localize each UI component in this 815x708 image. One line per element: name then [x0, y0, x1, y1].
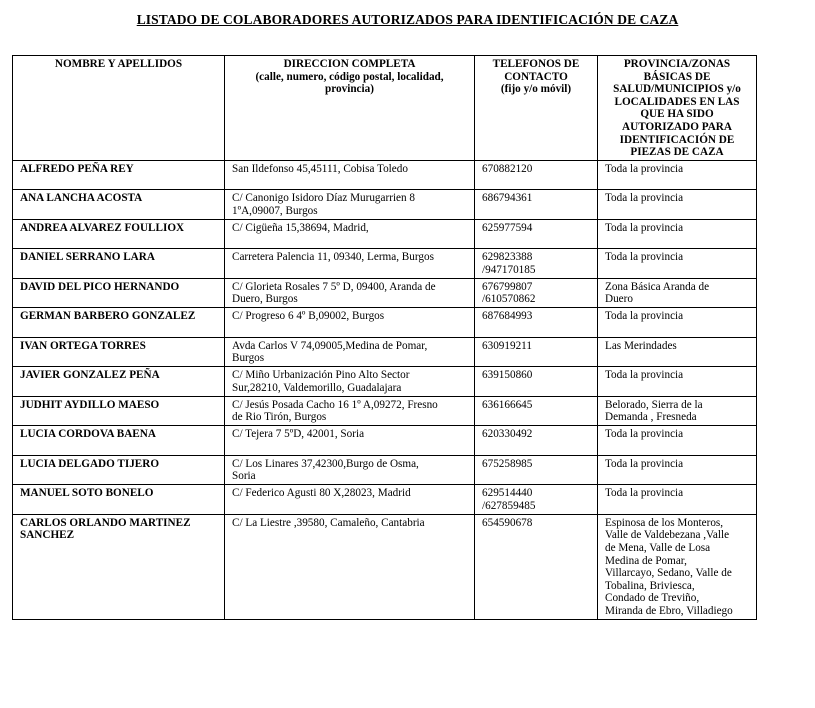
cell-line: 687684993 — [482, 310, 533, 323]
cell-address — [225, 337, 475, 367]
cell-line: TELEFONOS DE — [492, 58, 580, 70]
cell-line: C/ Miño Urbanización Pino Alto Sector — [232, 369, 410, 382]
cell-line: ANDREA ALVAREZ FOULLIOX — [20, 221, 185, 234]
cell-line: C/ La Liestre ,39580, Camaleño, Cantabria — [232, 516, 425, 529]
cell-line: Carretera Palencia 11, 09340, Lerma, Burgos — [232, 251, 434, 264]
cell-line: Espinosa de los Monteros, — [605, 516, 724, 529]
cell-phone — [475, 367, 598, 397]
cell-address — [225, 190, 475, 220]
cell-line: 620330492 — [482, 428, 533, 441]
cell-line: NOMBRE Y APELLIDOS — [54, 58, 183, 70]
cell-name — [13, 337, 225, 367]
cell-line: GERMAN BARBERO GONZALEZ — [20, 310, 196, 323]
cell-line: 654590678 — [482, 516, 533, 529]
cell-phone — [475, 308, 598, 338]
cell-line: de Rio Tirón, Burgos — [232, 411, 327, 424]
cell-address — [225, 219, 475, 249]
table-header-row — [13, 56, 757, 161]
cell-line: Toda la provincia — [605, 428, 684, 441]
cell-line: Toda la provincia — [605, 192, 684, 205]
cell-zone — [598, 160, 757, 190]
cell-zone — [598, 249, 757, 279]
header-address — [225, 56, 475, 161]
cell-line: BÁSICAS DE — [643, 70, 711, 83]
cell-address — [225, 278, 475, 308]
cell-line: SANCHEZ — [20, 529, 75, 542]
cell-line: 636166645 — [482, 398, 533, 411]
cell-line: PROVINCIA/ZONAS — [623, 58, 731, 70]
cell-address — [225, 396, 475, 426]
cell-line: Villarcayo, Sedano, Valle de — [605, 567, 732, 580]
cell-line: Medina de Pomar, — [605, 554, 687, 567]
cell-line: /627859485 — [482, 499, 536, 512]
cell-zone — [598, 485, 757, 515]
cell-line: Demanda , Fresneda — [605, 411, 697, 424]
cell-line: Valle de Valdebezana ,Valle — [605, 529, 730, 542]
cell-line: Belorado, Sierra de la — [605, 398, 703, 411]
cell-line: Toda la provincia — [605, 369, 684, 382]
cell-line: AUTORIZADO PARA — [622, 120, 732, 133]
cell-address — [225, 308, 475, 338]
table-row — [13, 455, 757, 485]
cell-line: Toda la provincia — [605, 457, 684, 470]
cell-name — [13, 514, 225, 619]
table-row — [13, 278, 757, 308]
cell-zone — [598, 190, 757, 220]
cell-address — [225, 485, 475, 515]
cell-line: 629823388 — [482, 251, 533, 264]
cell-address — [225, 160, 475, 190]
table-row — [13, 426, 757, 456]
cell-line: Miranda de Ebro, Villadiego — [605, 604, 733, 617]
cell-line: provincia) — [325, 83, 374, 96]
cell-line: PIEZAS DE CAZA — [630, 146, 724, 159]
cell-name — [13, 278, 225, 308]
header-zone — [598, 56, 757, 161]
table-row — [13, 396, 757, 426]
cell-line: Duero — [605, 293, 633, 306]
cell-address — [225, 367, 475, 397]
cell-phone — [475, 249, 598, 279]
cell-line: 625977594 — [482, 221, 533, 234]
cell-line: QUE HA SIDO — [640, 108, 714, 121]
table-row — [13, 249, 757, 279]
cell-address — [225, 455, 475, 485]
cell-line: ALFREDO PEÑA REY — [20, 162, 134, 175]
cell-name — [13, 308, 225, 338]
cell-name — [13, 219, 225, 249]
cell-phone — [475, 160, 598, 190]
cell-line: Duero, Burgos — [232, 293, 298, 306]
cell-name — [13, 160, 225, 190]
table-row — [13, 160, 757, 190]
cell-name — [13, 396, 225, 426]
cell-line: C/ Progreso 6 4º B,09002, Burgos — [232, 310, 385, 323]
cell-line: Zona Básica Aranda de — [605, 280, 710, 293]
cell-line: LUCIA CORDOVA BAENA — [20, 428, 156, 441]
cell-line: 629514440 — [482, 487, 533, 500]
cell-phone — [475, 219, 598, 249]
cell-zone — [598, 278, 757, 308]
cell-line: DIRECCION COMPLETA — [283, 58, 416, 70]
cell-zone — [598, 367, 757, 397]
cell-line: C/ Canonigo Isidoro Díaz Murugarrien 8 — [232, 192, 416, 205]
cell-line: Toda la provincia — [605, 221, 684, 234]
cell-address — [225, 426, 475, 456]
cell-zone — [598, 396, 757, 426]
cell-name — [13, 249, 225, 279]
cell-line: Las Merindades — [605, 339, 677, 352]
table-row — [13, 514, 757, 619]
cell-line: C/ Glorieta Rosales 7 5º D, 09400, Aranda de — [232, 280, 436, 293]
cell-zone — [598, 455, 757, 485]
cell-line: 639150860 — [482, 369, 533, 382]
cell-zone — [598, 219, 757, 249]
collaborators-table — [12, 55, 757, 620]
cell-phone — [475, 455, 598, 485]
cell-line: (fijo y/o móvil) — [500, 83, 572, 96]
cell-line: LUCIA DELGADO TIJERO — [20, 457, 160, 470]
cell-line: /947170185 — [482, 263, 536, 276]
table-row — [13, 308, 757, 338]
cell-line: CARLOS ORLANDO MARTINEZ — [20, 516, 191, 529]
cell-name — [13, 367, 225, 397]
cell-line: 675258985 — [482, 457, 533, 470]
cell-line: JUDHIT AYDILLO MAESO — [20, 398, 160, 411]
table-row — [13, 190, 757, 220]
cell-line: C/ Jesús Posada Cacho 16 1º A,09272, Fresno — [232, 398, 438, 411]
cell-line: Sur,28210, Valdemorillo, Guadalajara — [232, 381, 402, 394]
cell-name — [13, 190, 225, 220]
cell-phone — [475, 514, 598, 619]
cell-line: ANA LANCHA ACOSTA — [20, 192, 143, 205]
cell-phone — [475, 190, 598, 220]
cell-zone — [598, 337, 757, 367]
cell-zone — [598, 514, 757, 619]
cell-line: DANIEL SERRANO LARA — [20, 251, 155, 264]
cell-line: IVAN ORTEGA TORRES — [20, 339, 146, 352]
cell-line: IDENTIFICACIÓN DE — [619, 133, 735, 146]
cell-line: Condado de Treviño, — [605, 592, 700, 605]
table-row — [13, 337, 757, 367]
cell-line: Tobalina, Briviesca, — [605, 579, 695, 592]
cell-line: CONTACTO — [504, 70, 568, 83]
cell-line: LOCALIDADES EN LAS — [614, 95, 740, 108]
cell-line: Toda la provincia — [605, 162, 684, 175]
cell-line: C/ Tejera 7 5ºD, 42001, Soria — [232, 428, 365, 441]
cell-line: JAVIER GONZALEZ PEÑA — [20, 369, 160, 382]
header-phone — [475, 56, 598, 161]
table-row — [13, 367, 757, 397]
cell-line: San Ildefonso 45,45111, Cobisa Toledo — [232, 162, 408, 175]
cell-line: 630919211 — [482, 339, 532, 352]
cell-line: de Mena, Valle de Losa — [605, 541, 711, 554]
cell-line: 670882120 — [482, 162, 533, 175]
table-row — [13, 485, 757, 515]
cell-address — [225, 249, 475, 279]
cell-line: 676799807 — [482, 280, 533, 293]
cell-line: Toda la provincia — [605, 251, 684, 264]
cell-zone — [598, 426, 757, 456]
table-row — [13, 219, 757, 249]
cell-name — [13, 455, 225, 485]
cell-line: C/ Federico Agusti 80 X,28023, Madrid — [232, 487, 411, 500]
cell-address — [225, 514, 475, 619]
header-name — [13, 56, 225, 161]
cell-line: (calle, numero, código postal, localidad, — [255, 70, 444, 83]
cell-line: C/ Los Linares 37,42300,Burgo de Osma, — [232, 457, 419, 470]
cell-line: Toda la provincia — [605, 487, 684, 500]
cell-line: MANUEL SOTO BONELO — [20, 487, 154, 500]
cell-zone — [598, 308, 757, 338]
cell-line: /610570862 — [482, 293, 536, 306]
cell-name — [13, 426, 225, 456]
cell-name — [13, 485, 225, 515]
cell-line: 686794361 — [482, 192, 533, 205]
cell-phone — [475, 396, 598, 426]
cell-phone — [475, 278, 598, 308]
cell-phone — [475, 485, 598, 515]
document-title: LISTADO DE COLABORADORES AUTORIZADOS PARA IDENTIFICACIÓN DE CAZA — [136, 12, 679, 27]
cell-line: Soria — [232, 470, 256, 483]
cell-line: C/ Cigüeña 15,38694, Madrid, — [232, 221, 369, 234]
cell-line: Toda la provincia — [605, 310, 684, 323]
cell-line: SALUD/MUNICIPIOS y/o — [613, 83, 741, 96]
cell-line: 1ºA,09007, Burgos — [232, 204, 318, 217]
cell-line: DAVID DEL PICO HERNANDO — [20, 280, 180, 293]
cell-line: Burgos — [232, 352, 265, 365]
cell-phone — [475, 337, 598, 367]
cell-line: Avda Carlos V 74,09005,Medina de Pomar, — [232, 339, 428, 352]
cell-phone — [475, 426, 598, 456]
